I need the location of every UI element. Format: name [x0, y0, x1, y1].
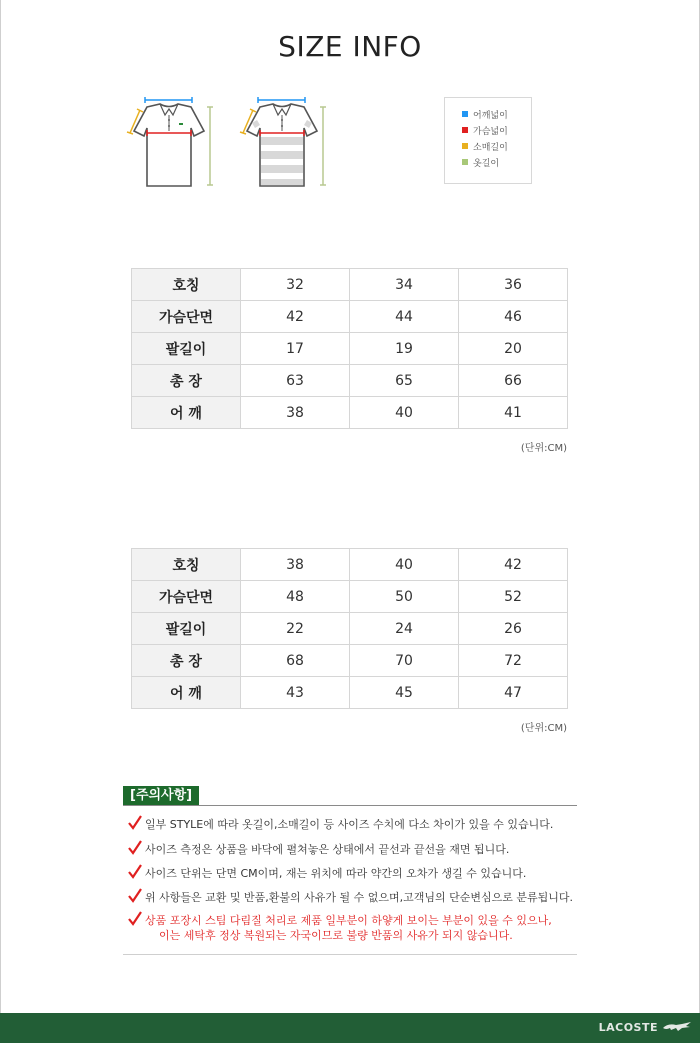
size-cell: 68 [241, 645, 350, 677]
legend-label: 옷길이 [473, 159, 500, 169]
legend-shoulder [462, 110, 508, 122]
table-row [132, 397, 568, 429]
crocodile-logo-icon [662, 1021, 692, 1033]
size-cell: 43 [241, 677, 350, 709]
legend-label: 어깨넓이 [473, 111, 508, 121]
measurement-legend [444, 97, 532, 184]
legend-label: 소매길이 [473, 143, 508, 153]
check-icon [128, 840, 142, 856]
row-label: 가슴단면 [132, 581, 241, 613]
table-row [132, 613, 568, 645]
size-cell: 47 [459, 677, 568, 709]
size-cell: 42 [459, 549, 568, 581]
size-cell: 38 [241, 549, 350, 581]
size-cell: 72 [459, 645, 568, 677]
notice-text: 사이즈 측정은 상품을 바닥에 펼쳐놓은 상태에서 끝선과 끝선을 재면 됩니다. [145, 843, 510, 856]
size-cell: 48 [241, 581, 350, 613]
legend-chest [462, 126, 508, 138]
notice-text: 사이즈 단위는 단면 CM이며, 재는 위치에 따라 약간의 오차가 생길 수 있습니다. [145, 867, 527, 880]
size-cell: 36 [459, 269, 568, 301]
row-label: 호칭 [132, 269, 241, 301]
notice-title: [주의사항] [123, 786, 199, 806]
striped-shirt-diagram [235, 95, 335, 191]
brand-logo-text: LACOSTE [598, 1021, 658, 1034]
table-row [132, 549, 568, 581]
legend-swatch [462, 159, 468, 165]
legend-length [462, 158, 499, 170]
size-cell: 34 [350, 269, 459, 301]
size-cell: 50 [350, 581, 459, 613]
check-icon [128, 815, 142, 831]
size-cell: 66 [459, 365, 568, 397]
size-cell: 20 [459, 333, 568, 365]
table-row [132, 301, 568, 333]
table-row [132, 365, 568, 397]
size-cell: 26 [459, 613, 568, 645]
table-row [132, 269, 568, 301]
size-cell: 40 [350, 549, 459, 581]
table-row [132, 677, 568, 709]
warning-text-line-1: 상품 포장시 스팀 다림질 처리로 제품 일부분이 하얗게 보이는 부분이 있을 수 있으나, [145, 914, 552, 927]
size-cell: 70 [350, 645, 459, 677]
size-cell: 22 [241, 613, 350, 645]
row-label: 팔길이 [132, 613, 241, 645]
table-row [132, 333, 568, 365]
size-cell: 17 [241, 333, 350, 365]
warning-text-line-2: 이는 세탁후 정상 복원되는 자국이므로 불량 반품의 사유가 되지 않습니다. [159, 929, 513, 942]
check-icon [128, 888, 142, 904]
size-cell: 32 [241, 269, 350, 301]
notice-text: 일부 STYLE에 따라 옷길이,소매길이 등 사이즈 수치에 다소 차이가 있을 수 있습니다. [145, 818, 554, 831]
table-row [132, 645, 568, 677]
size-cell: 46 [459, 301, 568, 333]
check-icon [128, 864, 142, 880]
row-label: 팔길이 [132, 333, 241, 365]
row-label: 총 장 [132, 365, 241, 397]
unit-label-2: (단위:CM) [520, 723, 567, 734]
size-cell: 41 [459, 397, 568, 429]
legend-swatch [462, 143, 468, 149]
row-label: 가슴단면 [132, 301, 241, 333]
size-cell: 65 [350, 365, 459, 397]
legend-sleeve [462, 142, 508, 154]
unit-label-1: (단위:CM) [520, 443, 567, 454]
check-icon [128, 911, 142, 927]
size-cell: 40 [350, 397, 459, 429]
notice-top-divider [123, 805, 577, 806]
table-row [132, 581, 568, 613]
legend-swatch [462, 127, 468, 133]
notice-text: 위 사항들은 교환 및 반품,환불의 사유가 될 수 없으며,고객님의 단순변심으로 분류됩니다. [145, 891, 573, 904]
row-label: 호칭 [132, 549, 241, 581]
size-cell: 38 [241, 397, 350, 429]
footer-bar [0, 1013, 700, 1043]
row-label: 어 깨 [132, 677, 241, 709]
legend-swatch [462, 111, 468, 117]
size-cell: 63 [241, 365, 350, 397]
size-table-2 [131, 548, 568, 709]
size-cell: 19 [350, 333, 459, 365]
size-cell: 44 [350, 301, 459, 333]
size-cell: 52 [459, 581, 568, 613]
size-cell: 45 [350, 677, 459, 709]
page-title: SIZE INFO [278, 30, 422, 63]
plain-shirt-diagram [122, 95, 222, 191]
size-table-1 [131, 268, 568, 429]
size-cell: 24 [350, 613, 459, 645]
row-label: 총 장 [132, 645, 241, 677]
legend-label: 가슴넓이 [473, 127, 508, 137]
notice-bottom-divider [123, 954, 577, 955]
size-cell: 42 [241, 301, 350, 333]
row-label: 어 깨 [132, 397, 241, 429]
